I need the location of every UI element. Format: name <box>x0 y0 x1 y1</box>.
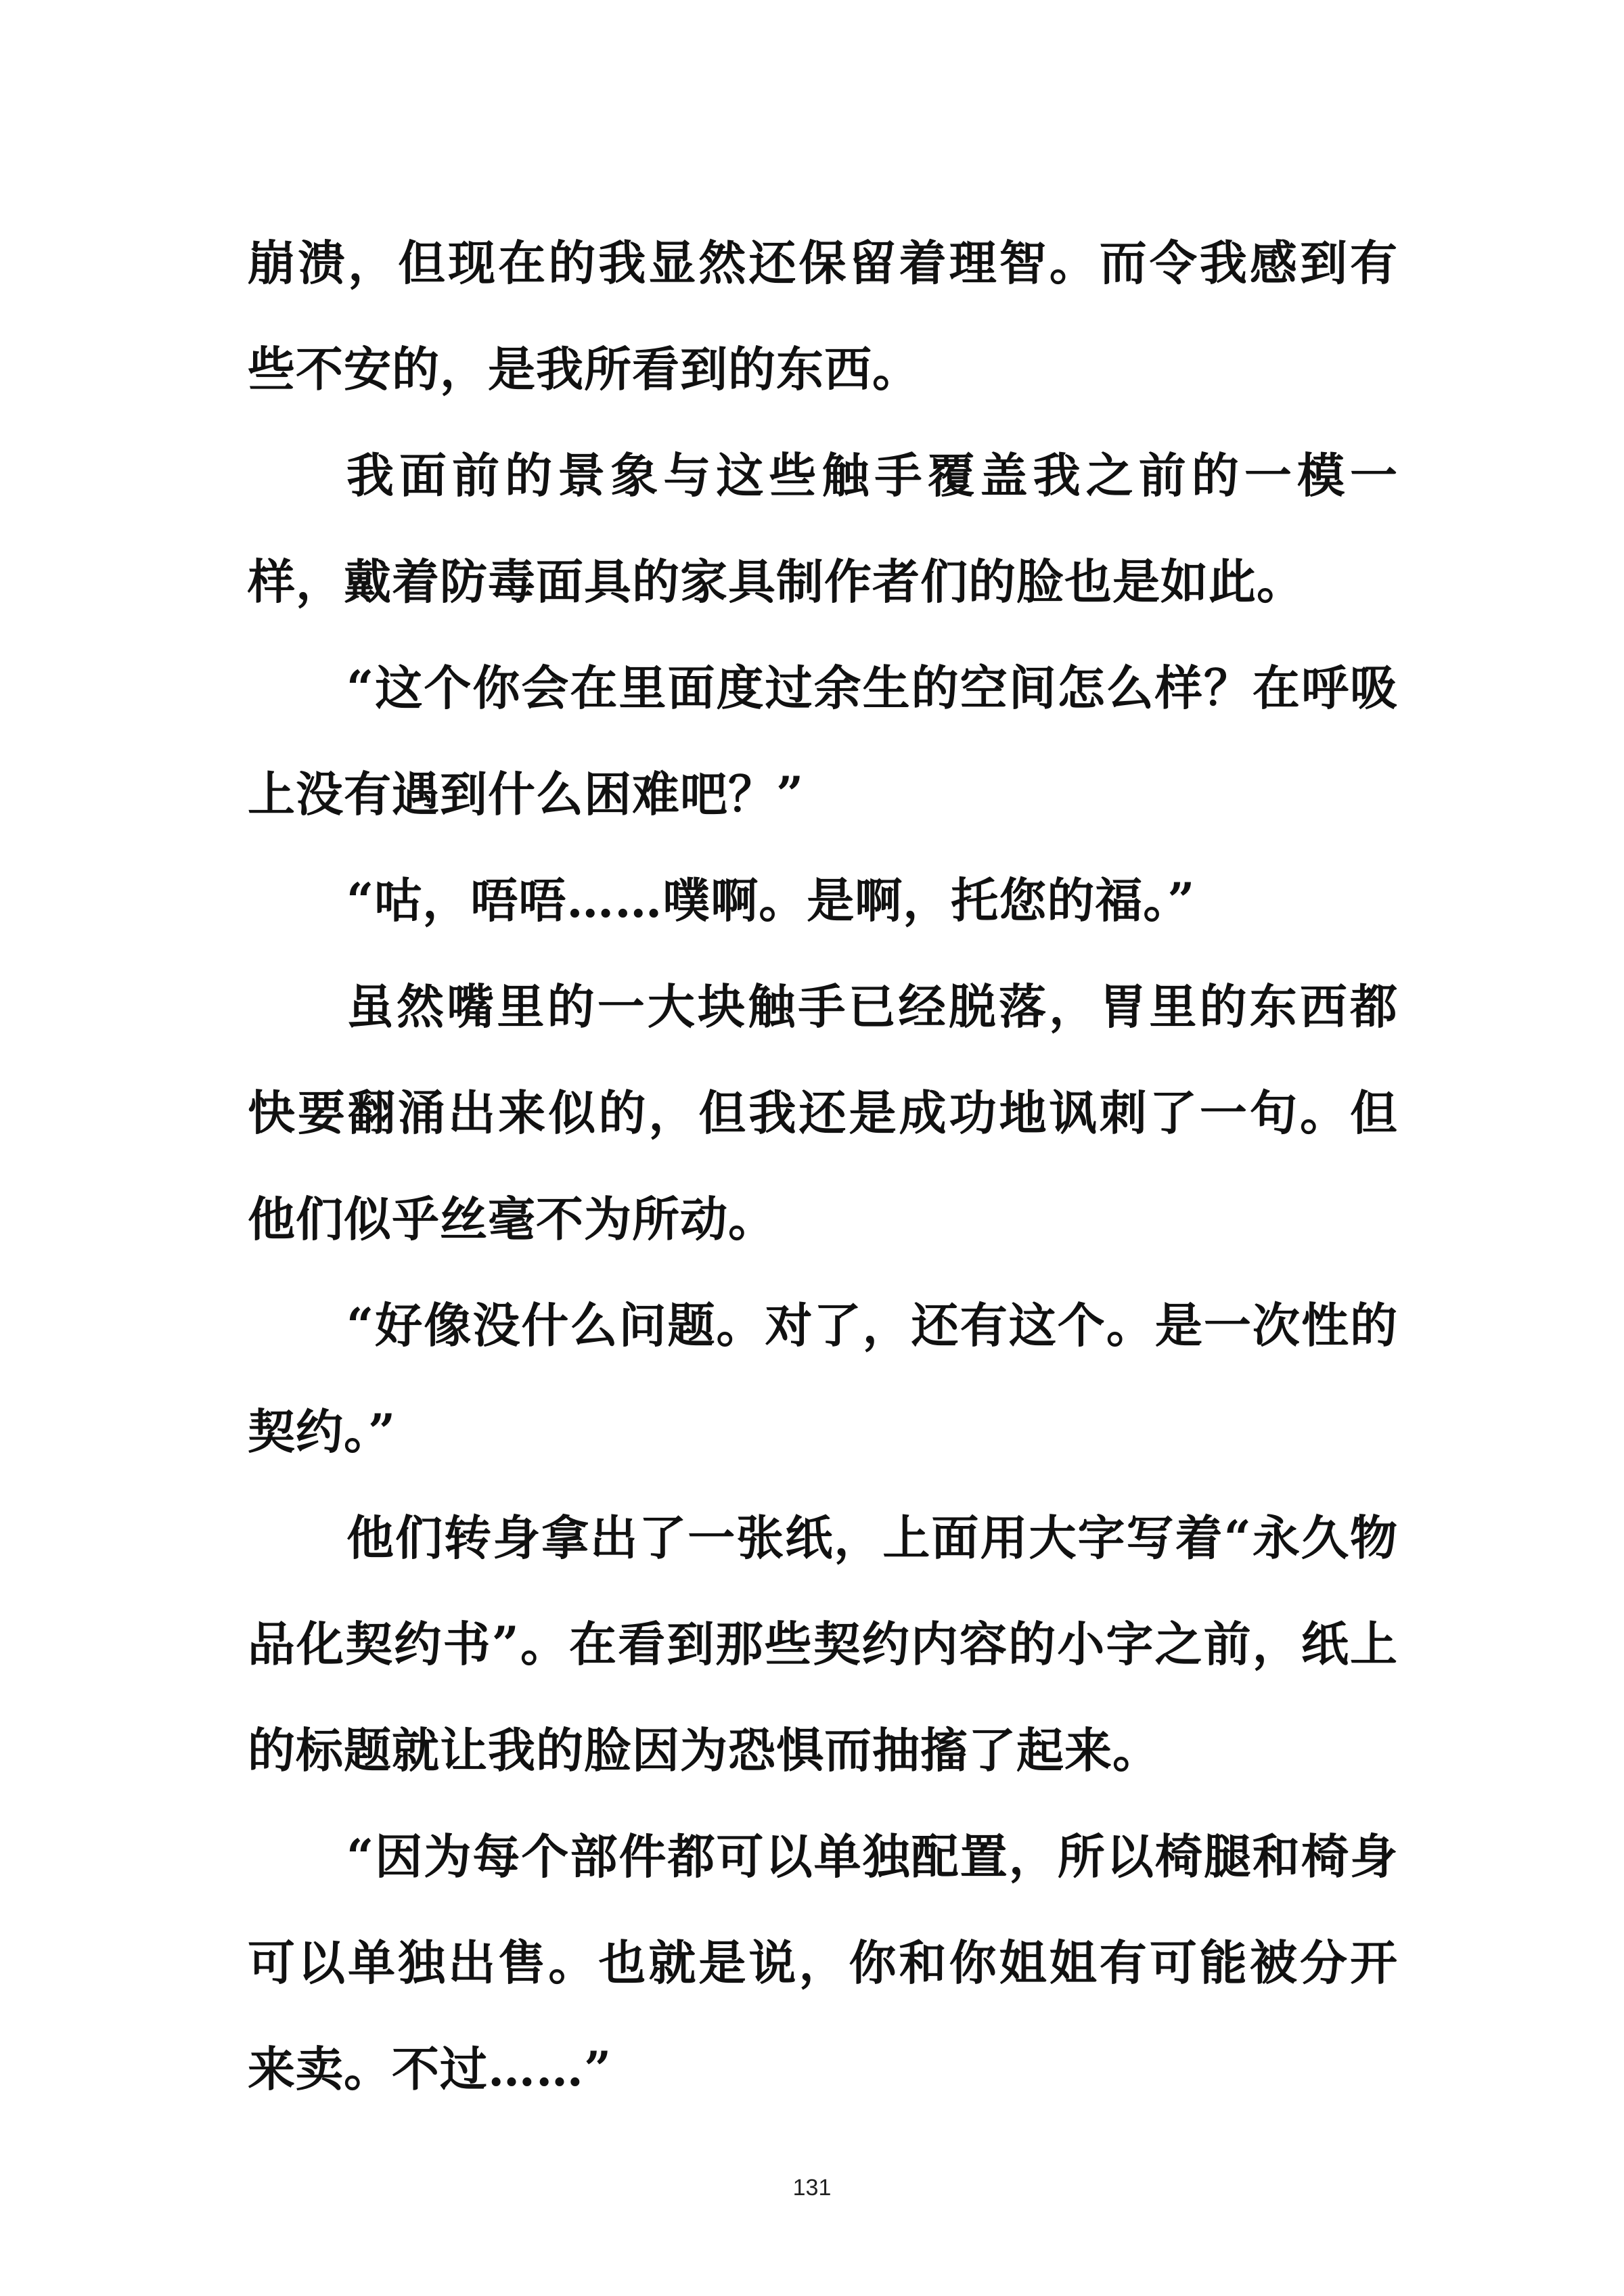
paragraph: “因为每个部件都可以单独配置，所以椅腿和椅身可以单独出售。也就是说，你和你姐姐有可能被分开来卖。不过……” <box>248 1828 1398 2097</box>
body-text <box>248 210 1398 2122</box>
paragraph: 我面前的景象与这些触手覆盖我之前的一模一样，戴着防毒面具的家具制作者们的脸也是如此。 <box>248 447 1398 610</box>
paragraph: “这个你会在里面度过余生的空间怎么样？在呼吸上没有遇到什么困难吧？” <box>248 660 1398 822</box>
paragraph: 他们转身拿出了一张纸，上面用大字写着“永久物品化契约书”。在看到那些契约内容的小字之前，纸上的标题就让我的脸因为恐惧而抽搐了起来。 <box>248 1510 1398 1778</box>
page-number: 131 <box>792 2175 832 2201</box>
paragraph: 虽然嘴里的一大块触手已经脱落，胃里的东西都快要翻涌出来似的，但我还是成功地讽刺了一句。但他们似乎丝毫不为所动。 <box>248 978 1398 1247</box>
paragraph: 崩溃，但现在的我显然还保留着理智。而令我感到有些不安的，是我所看到的东西。 <box>248 235 1398 397</box>
paragraph: “咕，唔唔……噗啊。是啊，托您的福。” <box>346 872 1196 928</box>
paragraph: “好像没什么问题。对了，还有这个。是一次性的契约。” <box>248 1297 1398 1460</box>
